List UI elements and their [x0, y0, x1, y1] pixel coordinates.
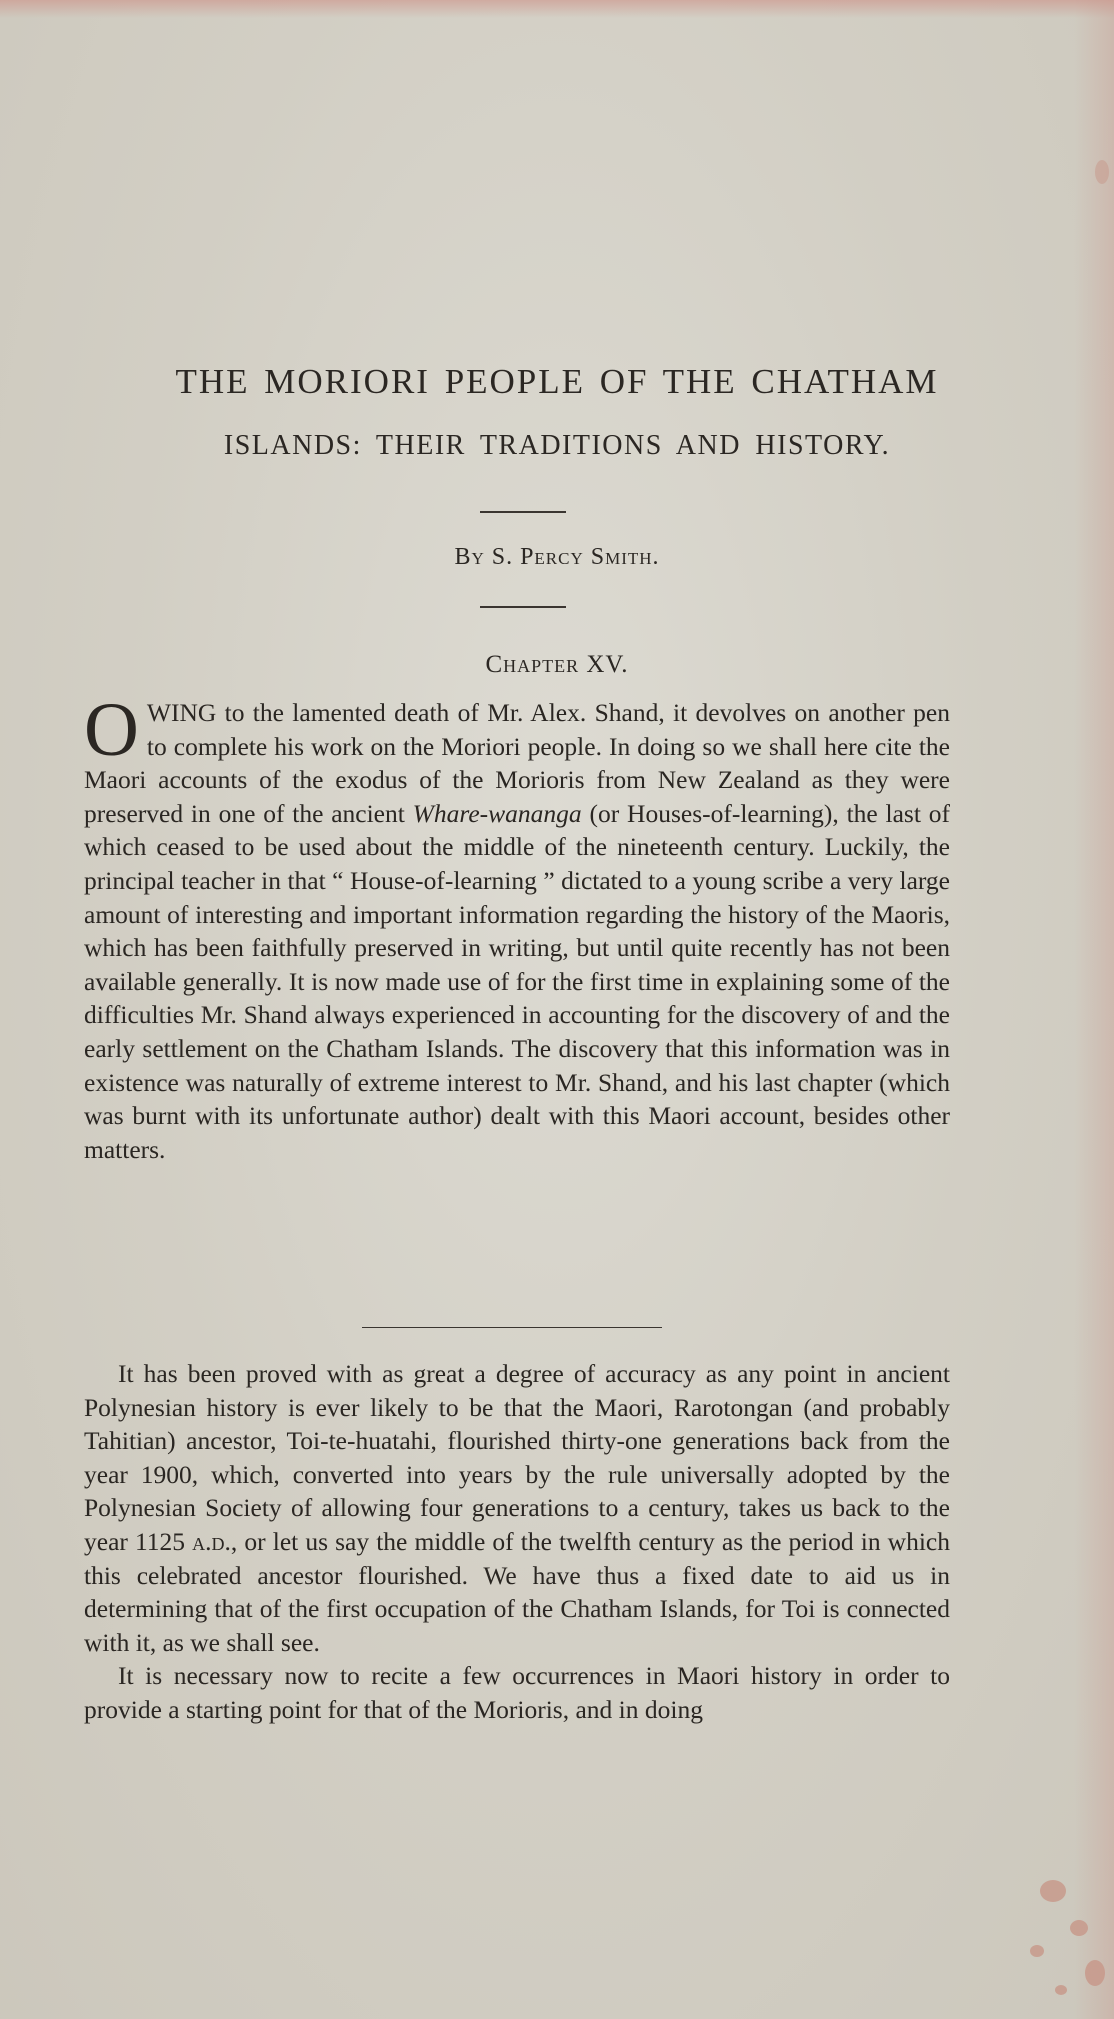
paragraph-text: WING to the lamented death of Mr. Alex. Shand, it devolves on another pen to complete his work on the Moriori people. In doing so we shall here cite the Maori accounts of the exodus of the Morioris from New Zealand as they were preserved in one of the ancient	[84, 698, 950, 828]
drop-cap: O	[84, 688, 139, 772]
article-title-line-1: THE MORIORI PEOPLE OF THE CHATHAM	[175, 362, 939, 401]
paragraph-text: , or let us say the middle of the twelfth century as the period in which this celebrated ancestor flourished. We have thus a fixed date to aid us in determining that of the first occupation of the Chatham Islands, for Toi is connected with it, as we shall see.	[84, 1526, 951, 1657]
foxing-stain	[1030, 1945, 1044, 1957]
foxing-stain	[1055, 1985, 1067, 1995]
author-byline: By S. Percy Smith.	[454, 544, 660, 570]
foxing-stain	[1095, 160, 1109, 184]
title-divider	[480, 511, 566, 513]
chapter-heading: Chapter XV.	[485, 651, 629, 678]
paragraph-text: (or Houses-of-learning), the last of which ceased to be used about the middle of the nineteenth century. Luckily, the principal teacher in that “ House-of-learning ” dictated to a young scribe a very large amount of interesting and important information regarding the history of the Maoris, which has been faithfully preserved in writing, but until quite recently has not been available generally. It is now made use of for the first time in explaining some of the difficulties Mr. Shand always experienced in accounting for the discovery of and the early settlement on the Chatham Islands. The discovery that this information was in existence was naturally of extreme interest to Mr. Shand, and his last chapter (which was burnt with its unfortunate author) dealt with this Maori account, besides other matters.	[84, 798, 950, 1164]
foxing-stain	[1040, 1880, 1066, 1902]
article-title-line-2: ISLANDS: THEIR TRADITIONS AND HISTORY.	[223, 430, 891, 461]
foxing-stain	[1085, 1960, 1105, 1986]
italic-term: Whare-wananga	[412, 798, 582, 828]
opening-paragraph	[84, 688, 950, 1166]
byline-divider	[480, 606, 566, 608]
paragraph-text: It has been proved with as great a degree of accuracy as any point in ancient Polynesian history is ever likely to be that the Maori, Rarotongan (and probably Tahitian) ancestor, Toi-te-huatahi, flourished thirty-one generations back from the year 1900, which, converted into years by the rule universally adopted by the Polynesian Society of allowing four generations to a century, takes us back to the year 1125	[84, 1359, 950, 1556]
section-divider	[362, 1327, 662, 1328]
body-paragraphs	[84, 1357, 950, 1727]
era-abbreviation: a.d.	[192, 1526, 231, 1556]
paragraph-text: It is necessary now to recite a few occurrences in Maori history in order to provide a starting point for that of the Morioris, and in doing	[84, 1661, 950, 1724]
foxing-stain	[1070, 1920, 1088, 1936]
